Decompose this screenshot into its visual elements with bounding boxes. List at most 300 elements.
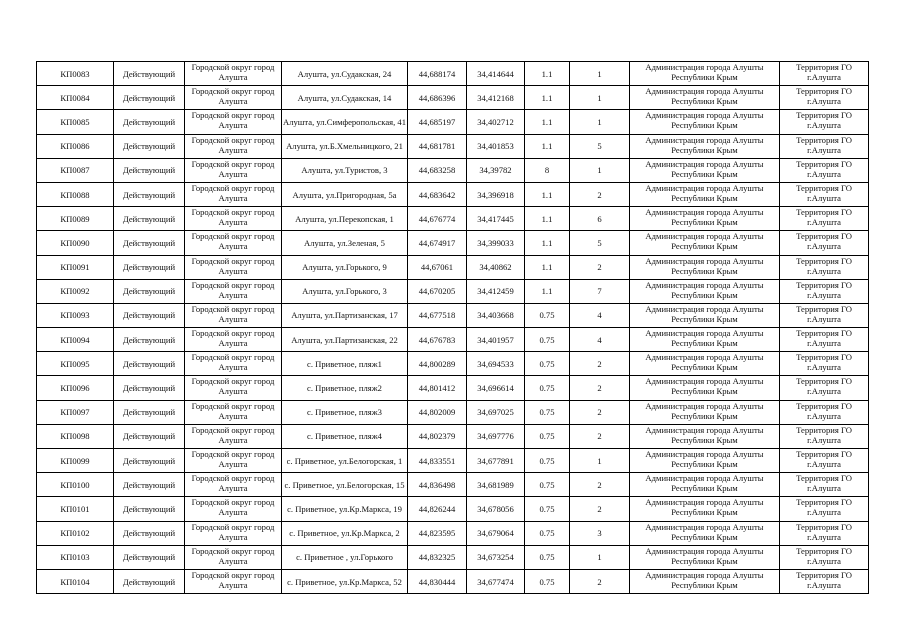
cell-count-text: 1 (597, 92, 602, 103)
cell-longitude (467, 545, 525, 569)
cell-id-text: КП0087 (60, 165, 90, 176)
cell-territory (780, 449, 869, 473)
cell-count-text: 1 (597, 552, 602, 563)
table-row (37, 424, 869, 448)
cell-territory (780, 62, 869, 86)
cell-volume-text: 1.1 (541, 92, 553, 103)
cell-owner (630, 569, 780, 593)
cell-status (114, 182, 185, 206)
cell-volume (525, 569, 570, 593)
cell-id (37, 62, 114, 86)
cell-longitude-text: 34,402712 (477, 116, 514, 127)
cell-count (570, 182, 630, 206)
cell-id (37, 255, 114, 279)
cell-district (185, 110, 282, 134)
cell-district-text: Городской округ город Алушта (191, 158, 275, 179)
cell-territory (780, 255, 869, 279)
cell-status (114, 134, 185, 158)
cell-address-text: с. Приветное, ул.Белогорская, 15 (284, 479, 405, 490)
cell-owner (630, 182, 780, 206)
cell-address (282, 134, 408, 158)
cell-territory-text: Территория ГО г.Алушта (796, 473, 852, 494)
cell-latitude (408, 182, 467, 206)
cell-district (185, 182, 282, 206)
cell-territory-text: Территория ГО г.Алушта (796, 182, 852, 203)
cell-owner (630, 424, 780, 448)
cell-status (114, 86, 185, 110)
cell-id-text: КП0088 (60, 189, 90, 200)
cell-territory-text: Территория ГО г.Алушта (796, 134, 852, 155)
cell-territory-text: Территория ГО г.Алушта (796, 231, 852, 252)
cell-latitude-text: 44,802379 (418, 431, 456, 442)
cell-count (570, 545, 630, 569)
cell-count-text: 1 (597, 68, 602, 79)
cell-id-text: КП0102 (60, 528, 90, 539)
cell-longitude-text: 34,681989 (477, 479, 514, 490)
cell-address-text: Алушта, ул.Судакская, 14 (297, 92, 392, 103)
cell-volume (525, 473, 570, 497)
cell-status-text: Действующий (122, 576, 176, 587)
cell-count (570, 400, 630, 424)
cell-address (282, 231, 408, 255)
cell-latitude-text: 44,800289 (418, 358, 456, 369)
cell-longitude (467, 328, 525, 352)
cell-latitude (408, 352, 467, 376)
cell-latitude-text: 44,826244 (418, 503, 456, 514)
cell-id-text: КП0090 (60, 237, 90, 248)
cell-status-text: Действующий (122, 407, 176, 418)
cell-territory-text: Территория ГО г.Алушта (796, 303, 852, 324)
cell-owner (630, 400, 780, 424)
cell-district (185, 352, 282, 376)
cell-longitude (467, 497, 525, 521)
cell-address-text: с. Приветное, пляж4 (307, 431, 382, 442)
cell-address (282, 449, 408, 473)
cell-count (570, 86, 630, 110)
cell-owner-text: Администрация города Алушты Республики Крым (645, 62, 764, 82)
cell-count (570, 303, 630, 327)
cell-longitude (467, 134, 525, 158)
cell-territory-text: Территория ГО г.Алушта (796, 545, 852, 566)
cell-owner (630, 473, 780, 497)
cell-longitude (467, 303, 525, 327)
cell-address (282, 86, 408, 110)
cell-id-text: КП0084 (60, 92, 90, 103)
cell-count-text: 2 (597, 262, 602, 273)
cell-owner (630, 110, 780, 134)
cell-district-text: Городской округ город Алушта (191, 182, 275, 203)
cell-district-text: Городской округ город Алушта (191, 279, 275, 300)
cell-latitude-text: 44,685197 (418, 116, 456, 127)
cell-latitude (408, 279, 467, 303)
cell-count (570, 473, 630, 497)
cell-territory-text: Территория ГО г.Алушта (796, 86, 852, 107)
table-row (37, 303, 869, 327)
cell-volume (525, 497, 570, 521)
cell-status (114, 255, 185, 279)
cell-owner-text: Администрация города Алушты Республики Крым (645, 545, 764, 566)
cell-district (185, 497, 282, 521)
cell-status (114, 303, 185, 327)
cell-latitude (408, 400, 467, 424)
cell-volume (525, 449, 570, 473)
cell-territory-text: Территория ГО г.Алушта (796, 110, 852, 131)
cell-count (570, 352, 630, 376)
cell-status (114, 400, 185, 424)
cell-latitude-text: 44,686396 (418, 92, 456, 103)
cell-address-text: с. Приветное , ул.Горького (296, 552, 393, 563)
cell-longitude-text: 34,697776 (477, 431, 514, 442)
cell-owner-text: Администрация города Алушты Республики Крым (645, 86, 764, 107)
cell-volume-text: 8 (544, 165, 550, 176)
cell-longitude-text: 34,412168 (477, 92, 514, 103)
cell-territory (780, 279, 869, 303)
cell-count-text: 1 (597, 165, 602, 176)
table-row (37, 521, 869, 545)
cell-owner-text: Администрация города Алушты Республики Крым (645, 473, 764, 494)
cell-longitude (467, 207, 525, 231)
cell-district-text: Городской округ город Алушта (191, 328, 275, 349)
cell-status-text: Действующий (122, 358, 176, 369)
cell-volume (525, 376, 570, 400)
cell-longitude (467, 158, 525, 182)
cell-address-text: с. Приветное, ул.Кр.Маркса, 52 (287, 576, 402, 587)
table-row (37, 352, 869, 376)
cell-owner-text: Администрация города Алушты Республики Крым (645, 400, 764, 421)
cell-district-text: Городской округ город Алушта (191, 449, 275, 469)
cell-address (282, 279, 408, 303)
cell-owner (630, 86, 780, 110)
cell-latitude (408, 545, 467, 569)
cell-latitude (408, 207, 467, 231)
cell-volume-text: 0.75 (539, 576, 555, 587)
cell-owner-text: Администрация города Алушты Республики Крым (645, 352, 764, 373)
cell-count-text: 1 (597, 116, 602, 127)
cell-volume-text: 1.1 (541, 141, 553, 152)
cell-volume (525, 400, 570, 424)
cell-address (282, 110, 408, 134)
cell-district (185, 545, 282, 569)
cell-volume (525, 86, 570, 110)
cell-status (114, 279, 185, 303)
cell-status-text: Действующий (122, 262, 176, 273)
cell-territory-text: Территория ГО г.Алушта (796, 255, 852, 276)
cell-district (185, 376, 282, 400)
cell-territory-text: Территория ГО г.Алушта (796, 424, 852, 445)
cell-id (37, 328, 114, 352)
cell-owner-text: Администрация города Алушты Республики Крым (645, 521, 764, 542)
cell-id (37, 352, 114, 376)
cell-address-text: Алушта, ул.Туристов, 3 (301, 165, 388, 176)
cell-longitude-text: 34,673254 (477, 552, 514, 563)
cell-status-text: Действующий (122, 213, 176, 224)
cell-latitude (408, 255, 467, 279)
cell-volume-text: 0.75 (539, 479, 555, 490)
table-row (37, 473, 869, 497)
cell-latitude-text: 44,832325 (418, 552, 456, 563)
cell-district-text: Городской округ город Алушта (191, 231, 275, 252)
cell-district-text: Городской округ город Алушта (191, 424, 275, 445)
table-row (37, 545, 869, 569)
cell-count (570, 231, 630, 255)
cell-territory (780, 424, 869, 448)
cell-latitude (408, 424, 467, 448)
cell-latitude (408, 328, 467, 352)
table-row (37, 328, 869, 352)
table-row (37, 158, 869, 182)
cell-district (185, 62, 282, 86)
table-row (37, 449, 869, 473)
cell-count-text: 2 (597, 189, 602, 200)
cell-longitude-text: 34,39782 (479, 165, 512, 176)
cell-volume (525, 424, 570, 448)
cell-status-text: Действующий (122, 92, 176, 103)
cell-address (282, 207, 408, 231)
cell-status (114, 473, 185, 497)
cell-longitude (467, 110, 525, 134)
cell-longitude-text: 34,694533 (477, 358, 514, 369)
cell-status-text: Действующий (122, 528, 176, 539)
cell-owner-text: Администрация города Алушты Республики Крым (645, 110, 764, 131)
cell-address-text: с. Приветное, пляж3 (307, 407, 382, 418)
cell-territory-text: Территория ГО г.Алушта (796, 569, 852, 590)
cell-status-text: Действующий (122, 479, 176, 490)
cell-address (282, 521, 408, 545)
cell-volume-text: 0.75 (539, 383, 555, 394)
cell-count-text: 6 (597, 213, 602, 224)
cell-count (570, 424, 630, 448)
cell-status-text: Действующий (122, 334, 176, 345)
cell-status-text: Действующий (122, 141, 176, 152)
cell-id-text: КП0096 (60, 383, 90, 394)
cell-address (282, 182, 408, 206)
cell-address (282, 545, 408, 569)
cell-longitude-text: 34,417445 (477, 213, 514, 224)
cell-count (570, 255, 630, 279)
table-row (37, 231, 869, 255)
cell-latitude (408, 569, 467, 593)
cell-id-text: КП0099 (60, 455, 90, 466)
cell-district (185, 303, 282, 327)
cell-address-text: Алушта, ул.Партизанская, 22 (291, 334, 398, 345)
cell-longitude (467, 279, 525, 303)
cell-id-text: КП0103 (60, 552, 90, 563)
cell-owner (630, 62, 780, 86)
cell-volume-text: 1.1 (541, 116, 553, 127)
cell-address (282, 255, 408, 279)
cell-district (185, 400, 282, 424)
cell-status (114, 231, 185, 255)
cell-latitude (408, 376, 467, 400)
cell-territory-text: Территория ГО г.Алушта (796, 207, 852, 228)
cell-count (570, 134, 630, 158)
cell-count (570, 521, 630, 545)
cell-longitude-text: 34,677474 (477, 576, 514, 587)
cell-volume (525, 207, 570, 231)
cell-district (185, 569, 282, 593)
cell-longitude-text: 34,412459 (477, 286, 514, 297)
cell-district (185, 521, 282, 545)
cell-territory (780, 352, 869, 376)
cell-territory (780, 569, 869, 593)
cell-district-text: Городской округ город Алушта (191, 545, 275, 566)
cell-count (570, 569, 630, 593)
cell-district (185, 424, 282, 448)
cell-district-text: Городской округ город Алушта (191, 400, 275, 421)
cell-district-text: Городской округ город Алушта (191, 110, 275, 131)
cell-longitude-text: 34,396918 (477, 189, 514, 200)
cell-owner (630, 134, 780, 158)
cell-longitude-text: 34,696614 (477, 383, 514, 394)
cell-district-text: Городской округ город Алушта (191, 255, 275, 276)
cell-territory-text: Территория ГО г.Алушта (796, 521, 852, 542)
cell-longitude (467, 569, 525, 593)
cell-longitude (467, 376, 525, 400)
registry-table (36, 61, 869, 594)
cell-owner-text: Администрация города Алушты Республики Крым (645, 279, 764, 300)
cell-id (37, 376, 114, 400)
cell-latitude-text: 44,823595 (418, 528, 456, 539)
cell-address-text: Алушта, ул.Горького, 9 (302, 262, 387, 273)
cell-territory-text: Территория ГО г.Алушта (796, 352, 852, 373)
cell-id (37, 231, 114, 255)
cell-territory (780, 207, 869, 231)
cell-owner (630, 255, 780, 279)
cell-status (114, 449, 185, 473)
cell-address-text: Алушта, ул.Зеленая, 5 (304, 237, 385, 248)
table-row (37, 110, 869, 134)
cell-count-text: 2 (597, 503, 602, 514)
cell-id-text: КП0086 (60, 141, 90, 152)
cell-latitude (408, 303, 467, 327)
cell-latitude (408, 62, 467, 86)
cell-district (185, 255, 282, 279)
cell-count-text: 2 (597, 479, 602, 490)
table-row (37, 134, 869, 158)
cell-status-text: Действующий (122, 165, 176, 176)
cell-volume (525, 279, 570, 303)
cell-territory (780, 328, 869, 352)
cell-district-text: Городской округ город Алушта (191, 86, 275, 107)
cell-id (37, 569, 114, 593)
cell-volume-text: 0.75 (539, 407, 555, 418)
cell-owner (630, 328, 780, 352)
cell-volume (525, 158, 570, 182)
cell-id (37, 303, 114, 327)
cell-count-text: 4 (597, 310, 602, 321)
cell-district (185, 134, 282, 158)
cell-id-text: КП0094 (60, 334, 90, 345)
cell-id (37, 545, 114, 569)
cell-volume-text: 0.75 (539, 358, 555, 369)
cell-latitude-text: 44,676783 (418, 334, 456, 345)
cell-id-text: КП0097 (60, 407, 90, 418)
cell-owner (630, 352, 780, 376)
cell-district (185, 328, 282, 352)
cell-latitude (408, 110, 467, 134)
cell-longitude (467, 473, 525, 497)
cell-status-text: Действующий (122, 455, 176, 466)
cell-latitude-text: 44,830444 (418, 576, 456, 587)
cell-territory-text: Территория ГО г.Алушта (796, 376, 852, 397)
cell-district-text: Городской округ город Алушта (191, 303, 275, 324)
cell-status-text: Действующий (122, 552, 176, 563)
cell-count-text: 2 (597, 383, 602, 394)
cell-volume (525, 303, 570, 327)
cell-latitude (408, 497, 467, 521)
table-row (37, 182, 869, 206)
cell-status (114, 158, 185, 182)
cell-latitude (408, 86, 467, 110)
registry-body (37, 62, 869, 594)
cell-latitude-text: 44,683258 (418, 165, 456, 176)
cell-volume (525, 134, 570, 158)
cell-id (37, 424, 114, 448)
cell-district (185, 449, 282, 473)
cell-owner (630, 231, 780, 255)
cell-address-text: Алушта, ул.Перекопская, 1 (295, 213, 394, 224)
cell-district-text: Городской округ город Алушта (191, 207, 275, 228)
cell-territory (780, 473, 869, 497)
cell-id-text: КП0083 (60, 68, 90, 79)
cell-volume-text: 1.1 (541, 189, 553, 200)
cell-longitude-text: 34,679064 (477, 528, 514, 539)
cell-volume (525, 545, 570, 569)
cell-district (185, 86, 282, 110)
cell-owner-text: Администрация города Алушты Республики Крым (645, 449, 764, 469)
cell-territory-text: Территория ГО г.Алушта (796, 497, 852, 518)
table-row (37, 255, 869, 279)
cell-count (570, 279, 630, 303)
cell-count-text: 4 (597, 334, 602, 345)
cell-volume-text: 0.75 (539, 455, 555, 466)
cell-count (570, 328, 630, 352)
cell-territory-text: Территория ГО г.Алушта (796, 328, 852, 349)
cell-owner-text: Администрация города Алушты Республики Крым (645, 255, 764, 276)
cell-address (282, 376, 408, 400)
cell-address (282, 400, 408, 424)
cell-count-text: 2 (597, 431, 602, 442)
cell-id (37, 182, 114, 206)
cell-latitude-text: 44,676774 (418, 213, 456, 224)
cell-status-text: Действующий (122, 68, 176, 79)
cell-longitude-text: 34,403668 (477, 310, 514, 321)
cell-owner-text: Администрация города Алушты Республики Крым (645, 207, 764, 228)
cell-owner-text: Администрация города Алушты Республики Крым (645, 182, 764, 203)
cell-latitude (408, 231, 467, 255)
cell-address (282, 158, 408, 182)
cell-volume-text: 1.1 (541, 237, 553, 248)
cell-volume-text: 0.75 (539, 503, 555, 514)
cell-volume (525, 231, 570, 255)
cell-owner (630, 376, 780, 400)
cell-id (37, 207, 114, 231)
cell-address-text: Алушта, ул.Судакская, 24 (297, 68, 392, 79)
cell-volume-text: 0.75 (539, 552, 555, 563)
cell-status (114, 207, 185, 231)
cell-latitude (408, 521, 467, 545)
cell-latitude-text: 44,802009 (418, 407, 456, 418)
cell-address (282, 497, 408, 521)
cell-id (37, 110, 114, 134)
cell-address-text: с. Приветное, пляж1 (307, 358, 382, 369)
cell-address (282, 569, 408, 593)
cell-owner (630, 158, 780, 182)
cell-address-text: Алушта, ул.Пригородная, 5а (292, 189, 397, 200)
cell-territory (780, 303, 869, 327)
table-row (37, 86, 869, 110)
cell-status-text: Действующий (122, 383, 176, 394)
